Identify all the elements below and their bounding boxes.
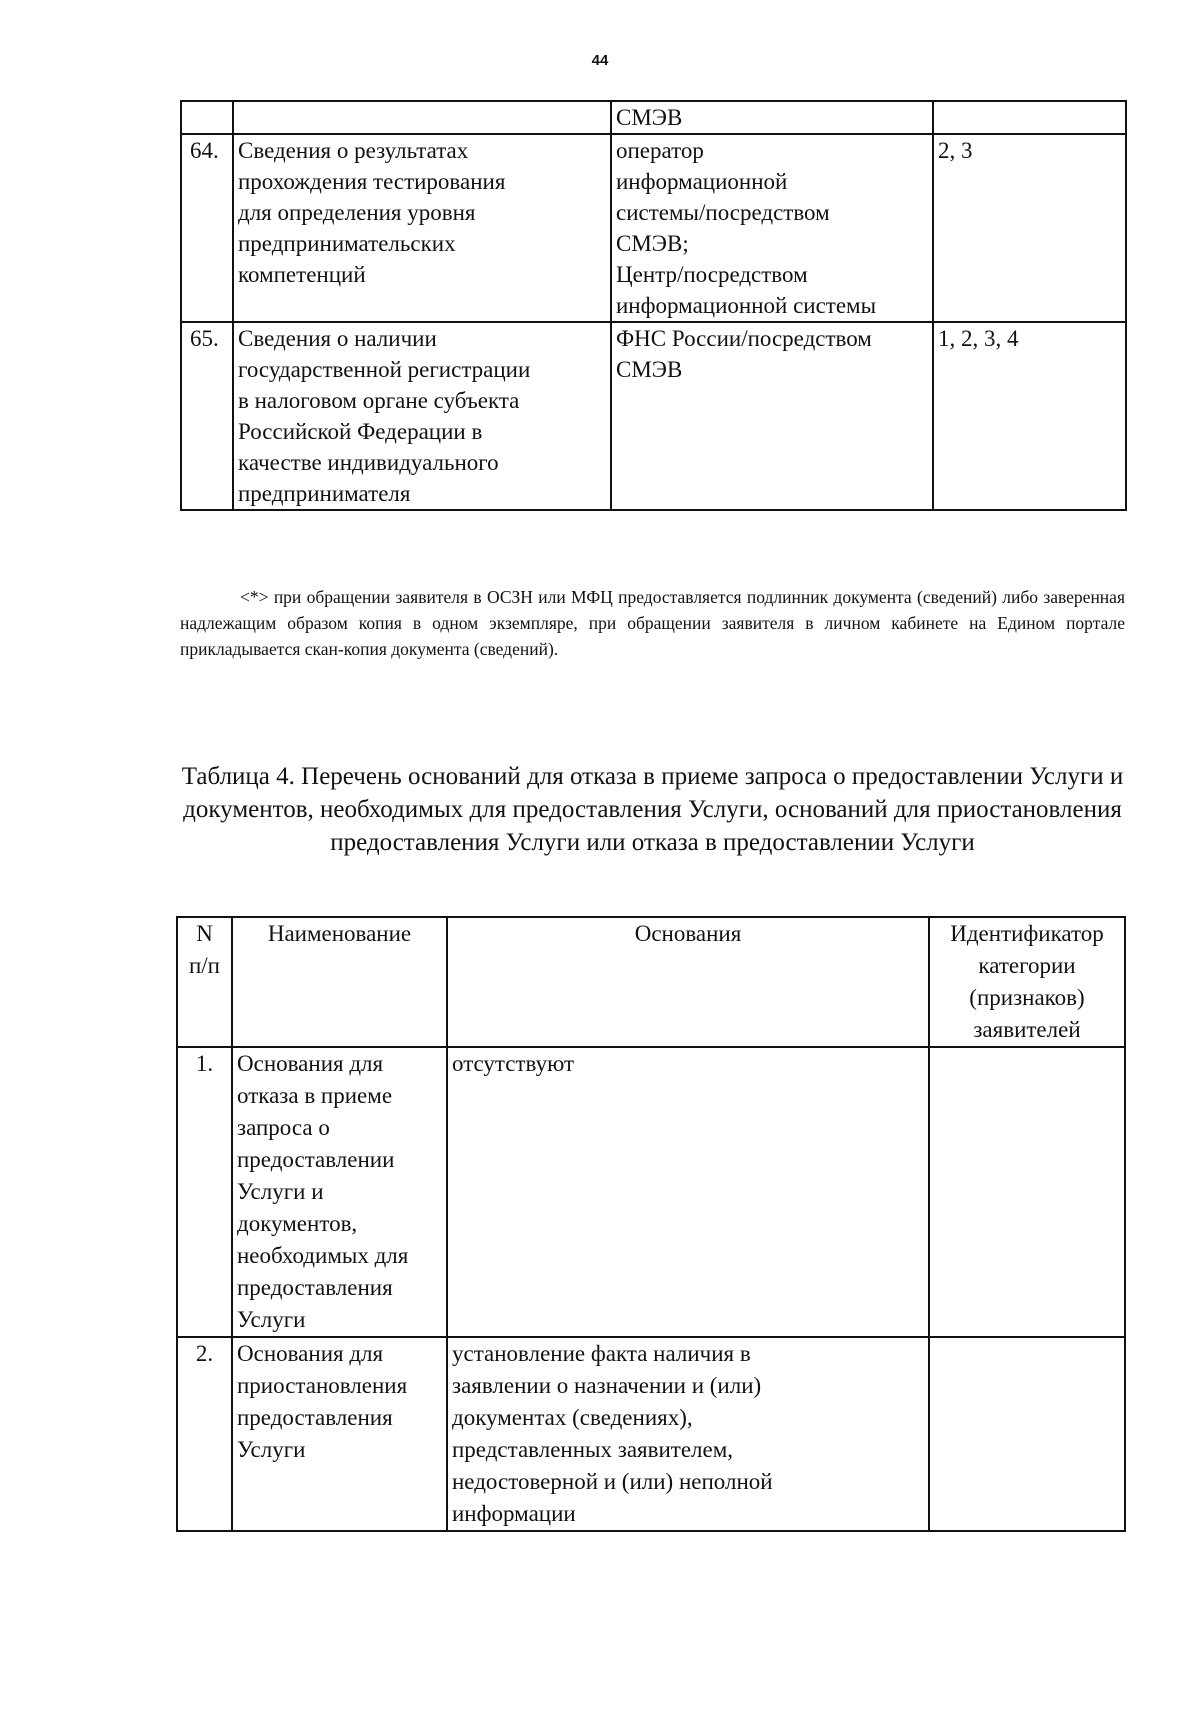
source-cell: оператор информационной системы/посредством СМЭВ; Центр/посредством информационной системы [611,134,933,322]
table-row [177,1337,1125,1531]
row-number: 64. [181,134,233,322]
header-identifier: Идентификатор категории (признаков) заявителей [929,917,1125,1047]
row-number: 2. [177,1337,232,1531]
header-grounds: Основания [447,917,929,1047]
table-row [177,1047,1125,1337]
grounds-cell: установление факта наличия в заявлении о назначении и (или) документах (сведениях), представленных заявителем, недостоверной и (или) неполной информации [447,1337,929,1531]
row-number: 1. [177,1047,232,1337]
row-number [181,101,233,134]
document-name-cell: Сведения о результатах прохождения тестирования для определения уровня предпринимательских компетенций [233,134,611,322]
footnote-text: <*> при обращении заявителя в ОСЗН или МФЦ предоставляется подлинник документа (сведений) либо заверенная надлежащим образом копия в одном экземпляре, при обращении заявителя в личном кабинете на Едином портале прикладывается скан-копия документа (сведений). [180,587,1125,659]
document-name-cell [233,101,611,134]
row-number: 65. [181,322,233,510]
footnote [180,584,1125,662]
header-name: Наименование [232,917,447,1047]
identifier-cell [929,1337,1125,1531]
table-header-row [177,917,1125,1047]
name-cell: Основания для приостановления предоставления Услуги [232,1337,447,1531]
page-number: 44 [591,52,609,69]
source-cell: СМЭВ [611,101,933,134]
table-row [181,322,1126,510]
document-name-cell: Сведения о наличии государственной регистрации в налоговом органе субъекта Российской Федерации в качестве индивидуального предпринимателя [233,322,611,510]
documents-table-continued [180,100,1127,511]
categories-cell: 2, 3 [933,134,1126,322]
grounds-cell: отсутствуют [447,1047,929,1337]
refusal-grounds-table [176,916,1126,1532]
categories-cell: 1, 2, 3, 4 [933,322,1126,510]
identifier-cell [929,1047,1125,1337]
header-num: N п/п [177,917,232,1047]
source-cell: ФНС России/посредством СМЭВ [611,322,933,510]
table-4-heading: Таблица 4. Перечень оснований для отказа в приеме запроса о предоставлении Услуги и документов, необходимых для предоставления Услуги, оснований для приостановления предоставления Услуги или отказа в предоставлении Услуги [181,763,1124,856]
name-cell: Основания для отказа в приеме запроса о предоставлении Услуги и документов, необходимых для предоставления Услуги [232,1047,447,1337]
categories-cell [933,101,1126,134]
table-row [181,101,1126,134]
table-row [181,134,1126,322]
